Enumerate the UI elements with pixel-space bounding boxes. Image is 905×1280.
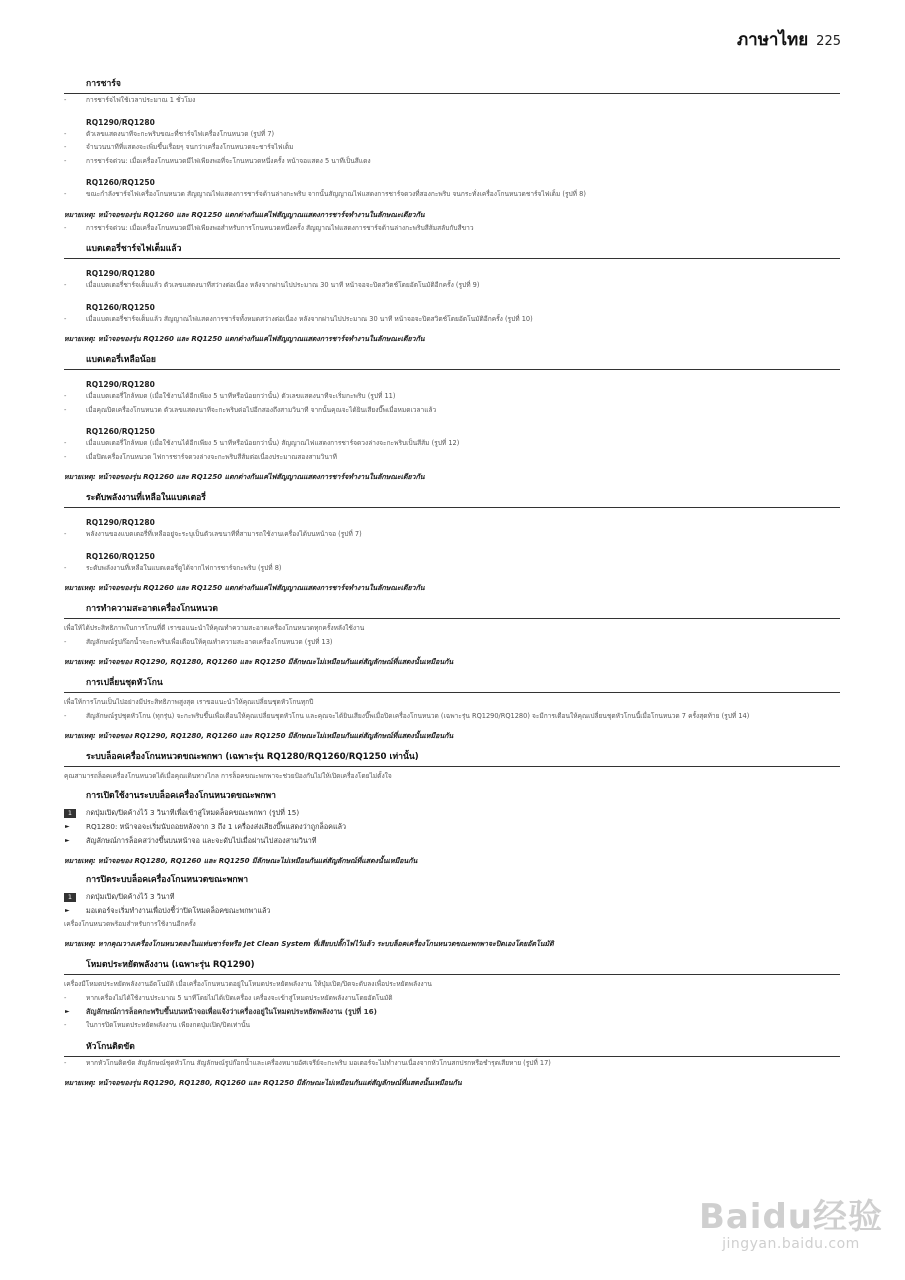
section-title-replace: การเปลี่ยนชุดหัวโกน <box>64 677 840 693</box>
model-heading: RQ1290/RQ1280 <box>86 380 155 389</box>
arrow-bullet-icon: ► <box>65 822 70 830</box>
paragraph: เพื่อให้ได้ประสิทธิภาพในการโกนที่ดี เราขอแนะนำให้คุณทำความสะอาดเครื่องโกนหนวดทุกครั้งหลังใช้งาน <box>64 624 365 632</box>
list-item: - สัญลักษณ์รูปชุดหัวโกน (ทุกรุ่น) จะกะพริบขึ้นเพื่อเตือนให้คุณเปลี่ยนชุดหัวโกน และคุณจะได้ยินเสียงบี๊พเมื่อปิดเครื่องโกนหนวด (เฉพาะรุ่น RQ1290/RQ1280) จะมีการเตือนให้คุณเปลี่ยนชุดหัวโกนนี้เมื่อโกนหนวด 7 ครั้งสุดท้าย (รูปที่ 14) <box>64 710 840 724</box>
list-item: - สัญลักษณ์รูปก๊อกน้ำจะกะพริบเพื่อเตือนให้คุณทำความสะอาดเครื่องโกนหนวด (รูปที่ 13) <box>64 636 840 650</box>
subsection-title-enable-lock: การเปิดใช้งานระบบล็อคเครื่องโกนหนวดขณะพกพา <box>86 790 276 801</box>
list-item: - พลังงานของแบตเตอรี่ที่เหลืออยู่จะระบุเป็นตัวเลขนาทีที่สามารถใช้งานเครื่องได้บนหน้าจอ (รูปที่ 7) <box>64 528 840 542</box>
note: หมายเหตุ: หากคุณวางเครื่องโกนหนวดลงในแท่นชาร์จหรือ Jet Clean System ที่เสียบปลั๊กไฟไว้แล้ว ระบบล็อคเครื่องโกนหนวดขณะพกพาจะปิดเองโดยอัตโนมัติ <box>64 940 554 948</box>
page-content <box>64 78 840 1090</box>
arrow-bullet-icon: ► <box>65 1008 70 1015</box>
list-item: - ขณะกำลังชาร์จไฟเครื่องโกนหนวด สัญญาณไฟแสดงการชาร์จด้านล่างกะพริบ จากนั้นสัญญาณไฟแสดงการชาร์จดวงที่สองกะพริบ จนกระทั่งเครื่องโกนหนวดชาร์จไฟเต็ม (รูปที่ 8) <box>64 188 840 202</box>
section-title-cleaning: การทำความสะอาดเครื่องโกนหนวด <box>64 603 840 619</box>
paragraph: เพื่อให้การโกนเป็นไปอย่างมีประสิทธิภาพสูงสุด เราขอแนะนำให้คุณเปลี่ยนชุดหัวโกนทุกปี <box>64 698 314 706</box>
watermark-logo: Baidu经验 <box>698 1197 883 1237</box>
note: หมายเหตุ: หน้าจอของรุ่น RQ1290, RQ1280, RQ1260 และ RQ1250 มีลักษณะไม่เหมือนกันแต่สัญลักษณ์ที่แสดงนั้นเหมือนกัน <box>64 1079 462 1087</box>
page-header <box>737 26 841 53</box>
list-item: - เมื่อแบตเตอรี่ชาร์จเต็มแล้ว ตัวเลขแสดงนาทีสว่างต่อเนื่อง หลังจากผ่านไปประมาณ 30 นาที หน้าจอจะปิดสวิตช์โดยอัตโนมัติอีกครั้ง (รูปที่ 9) <box>64 279 840 293</box>
note: หมายเหตุ: หน้าจอของรุ่น RQ1260 และ RQ1250 แตกต่างกันแค่ไฟสัญญาณแสดงการชาร์จทำงานในลักษณะเดียวกัน <box>64 473 425 481</box>
model-heading: RQ1260/RQ1250 <box>86 427 155 436</box>
arrow-bullet-icon: ► <box>65 836 70 844</box>
model-heading: RQ1260/RQ1250 <box>86 302 155 312</box>
section-title-level: ระดับพลังงานที่เหลือในแบตเตอรี่ <box>64 492 840 508</box>
section-title-full: แบตเตอรี่ชาร์จไฟเต็มแล้ว <box>64 243 840 259</box>
bullet-item <box>64 834 840 848</box>
model-heading: RQ1260/RQ1250 <box>86 551 155 561</box>
list-item: - ตัวเลขแสดงนาทีจะกะพริบขณะที่ชาร์จไฟเครื่องโกนหนวด (รูปที่ 7) <box>64 128 840 142</box>
model-heading: RQ1290/RQ1280 <box>86 518 155 527</box>
list-item: - การชาร์จด่วน: เมื่อเครื่องโกนหนวดมีไฟเพียงพอสำหรับการโกนหนวดหนึ่งครั้ง สัญญาณไฟแสดงการชาร์จด้านล่างกะพริบสีส้มสลับกับสีขาว <box>64 222 840 236</box>
bullet-text: มอเตอร์จะเริ่มทำงานเพื่อบ่งชี้ว่าปิดโหมดล็อคขณะพกพาแล้ว <box>86 905 271 915</box>
list-item: - เมื่อแบตเตอรี่ใกล้หมด (เมื่อใช้งานได้อีกเพียง 5 นาทีหรือน้อยกว่านั้น) สัญญาณไฟแสดงการชาร์จดวงล่างจะกะพริบเป็นสีส้ม (รูปที่ 12) <box>64 437 840 451</box>
section-title-charging: การชาร์จ <box>64 78 840 94</box>
list-item: - จำนวนนาทีที่แสดงจะเพิ่มขึ้นเรื่อยๆ จนกว่าเครื่องโกนหนวดจะชาร์จไฟเต็ม <box>64 141 840 155</box>
watermark-url: jingyan.baidu.com <box>722 1236 860 1252</box>
section-title-energy-saving: โหมดประหยัดพลังงาน (เฉพาะรุ่น RQ1290) <box>64 959 840 975</box>
note: หมายเหตุ: หน้าจอของรุ่น RQ1260 และ RQ1250 แตกต่างกันแค่ไฟสัญญาณแสดงการชาร์จทำงานในลักษณะเดียวกัน <box>64 210 425 219</box>
language-title: ภาษาไทย <box>736 30 809 50</box>
watermark <box>699 1198 883 1252</box>
section-title-travel-lock: ระบบล็อคเครื่องโกนหนวดขณะพกพา (เฉพาะรุ่น RQ1280/RQ1260/RQ1250 เท่านั้น) <box>64 751 840 767</box>
note: หมายเหตุ: หน้าจอของรุ่น RQ1260 และ RQ1250 แตกต่างกันแค่ไฟสัญญาณแสดงการชาร์จทำงานในลักษณะเดียวกัน <box>64 584 425 592</box>
step-number: 1 <box>64 809 76 818</box>
arrow-bullet-icon: ► <box>65 906 70 914</box>
step-text: กดปุ่มเปิด/ปิดค้างไว้ 3 วินาที <box>86 891 175 901</box>
bullet-item <box>64 1005 840 1019</box>
bullet-text: RQ1280: หน้าจอจะเริ่มนับถอยหลังจาก 3 ถึง 1 เครื่องส่งเสียงบี๊พแสดงว่าถูกล็อคแล้ว <box>86 821 347 831</box>
subsection-title-disable-lock: การปิดระบบล็อคเครื่องโกนหนวดขณะพกพา <box>86 874 249 885</box>
list-item: - ระดับพลังงานที่เหลือในแบตเตอรี่ดูได้จากไฟการชาร์จกะพริบ (รูปที่ 8) <box>64 562 840 576</box>
model-heading: RQ1260/RQ1250 <box>86 178 155 187</box>
list-item: - เมื่อแบตเตอรี่ใกล้หมด (เมื่อใช้งานได้อีกเพียง 5 นาทีหรือน้อยกว่านั้น) ตัวเลขแสดงนาทีจะเริ่มกะพริบ (รูปที่ 11) <box>64 390 840 404</box>
list-item: - การชาร์จไฟใช้เวลาประมาณ 1 ชั่วโมง <box>64 94 840 108</box>
section-title-blocked-heads: หัวโกนติดขัด <box>64 1041 840 1057</box>
list-item: - ในการปิดโหมดประหยัดพลังงาน เพียงกดปุ่มเปิด/ปิดเท่านั้น <box>64 1019 840 1033</box>
list-item: - หากเครื่องไม่ได้ใช้งานประมาณ 5 นาทีโดยไม่ได้เปิดเครื่อง เครื่องจะเข้าสู่โหมดประหยัดพลังงานโดยอัตโนมัติ <box>64 992 840 1006</box>
model-heading: RQ1290/RQ1280 <box>86 269 155 278</box>
note: หมายเหตุ: หน้าจอของ RQ1280, RQ1260 และ RQ1250 มีลักษณะไม่เหมือนกันแต่สัญลักษณ์ที่แสดงนั้นเหมือนกัน <box>64 856 418 865</box>
step-text: กดปุ่มเปิด/ปิดค้างไว้ 3 วินาทีเพื่อเข้าสู่โหมดล็อคขณะพกพา (รูปที่ 15) <box>86 807 300 817</box>
bullet-text: สัญลักษณ์การล็อคสว่างขึ้นบนหน้าจอ และจะดับไปเมื่อผ่านไปสองสามวินาที <box>86 835 317 845</box>
bullet-item <box>64 904 840 918</box>
list-item: - การชาร์จด่วน: เมื่อเครื่องโกนหนวดมีไฟเพียงพอที่จะโกนหนวดหนึ่งครั้ง หน้าจอแสดง 5 นาทีเป็นสีแดง <box>64 155 840 169</box>
bullet-text: สัญลักษณ์การล็อคกะพริบขึ้นบนหน้าจอเพื่อแจ้งว่าเครื่องอยู่ในโหมดประหยัดพลังงาน (รูปที่ 16) <box>86 1007 377 1016</box>
paragraph: เครื่องโกนหนวดพร้อมสำหรับการใช้งานอีกครั้ง <box>64 919 196 928</box>
list-item: - หากหัวโกนติดขัด สัญลักษณ์ชุดหัวโกน สัญลักษณ์รูปก๊อกน้ำและเครื่องหมายอัศเจรีย์จะกะพริบ มอเตอร์จะไม่ทำงานเนื่องจากหัวโกนสกปรกหรือชำรุดเสียหาย (รูปที่ 17) <box>64 1057 840 1071</box>
note: หมายเหตุ: หน้าจอของรุ่น RQ1260 และ RQ1250 แตกต่างกันแค่ไฟสัญญาณแสดงการชาร์จทำงานในลักษณะเดียวกัน <box>64 335 425 343</box>
bullet-item <box>64 820 840 834</box>
list-item: - เมื่อคุณปิดเครื่องโกนหนวด ตัวเลขแสดงนาทีจะกะพริบต่อไปอีกสองถึงสามวินาที จากนั้นคุณจะได้ยินเสียงบี๊พเมื่อหมดเวลาแล้ว <box>64 404 840 418</box>
paragraph: คุณสามารถล็อคเครื่องโกนหนวดได้เมื่อคุณเดินทางไกล การล็อคขณะพกพาจะช่วยป้องกันไม่ให้เปิดเครื่องโดยไม่ตั้งใจ <box>64 772 392 780</box>
step-item <box>64 806 840 820</box>
model-heading: RQ1290/RQ1280 <box>86 117 155 127</box>
paragraph: เครื่องมีโหมดประหยัดพลังงานอัตโนมัติ เมื่อเครื่องโกนหนวดอยู่ในโหมดประหยัดพลังงาน ให้ปุ่มเปิด/ปิดจะดับลงเพื่อประหยัดพลังงาน <box>64 980 432 988</box>
note: หมายเหตุ: หน้าจอของ RQ1290, RQ1280, RQ1260 และ RQ1250 มีลักษณะไม่เหมือนกันแต่สัญลักษณ์ที่แสดงนั้นเหมือนกัน <box>64 658 454 666</box>
page-number: 225 <box>816 34 841 49</box>
list-item: - เมื่อแบตเตอรี่ชาร์จเต็มแล้ว สัญญาณไฟแสดงการชาร์จทั้งหมดสว่างต่อเนื่อง หลังจากผ่านไปประมาณ 30 นาที หน้าจอจะปิดสวิตช์โดยอัตโนมัติอีกครั้ง (รูปที่ 10) <box>64 313 840 327</box>
note: หมายเหตุ: หน้าจอของ RQ1290, RQ1280, RQ1260 และ RQ1250 มีลักษณะไม่เหมือนกันแต่สัญลักษณ์ที่แสดงนั้นเหมือนกัน <box>64 732 454 740</box>
step-item <box>64 890 840 904</box>
step-number: 1 <box>64 893 76 902</box>
list-item: - เมื่อปิดเครื่องโกนหนวด ไฟการชาร์จดวงล่างจะกะพริบสีส้มต่อเนื่องประมาณสองสามวินาที <box>64 451 840 465</box>
section-title-low: แบตเตอรี่เหลือน้อย <box>64 354 840 370</box>
